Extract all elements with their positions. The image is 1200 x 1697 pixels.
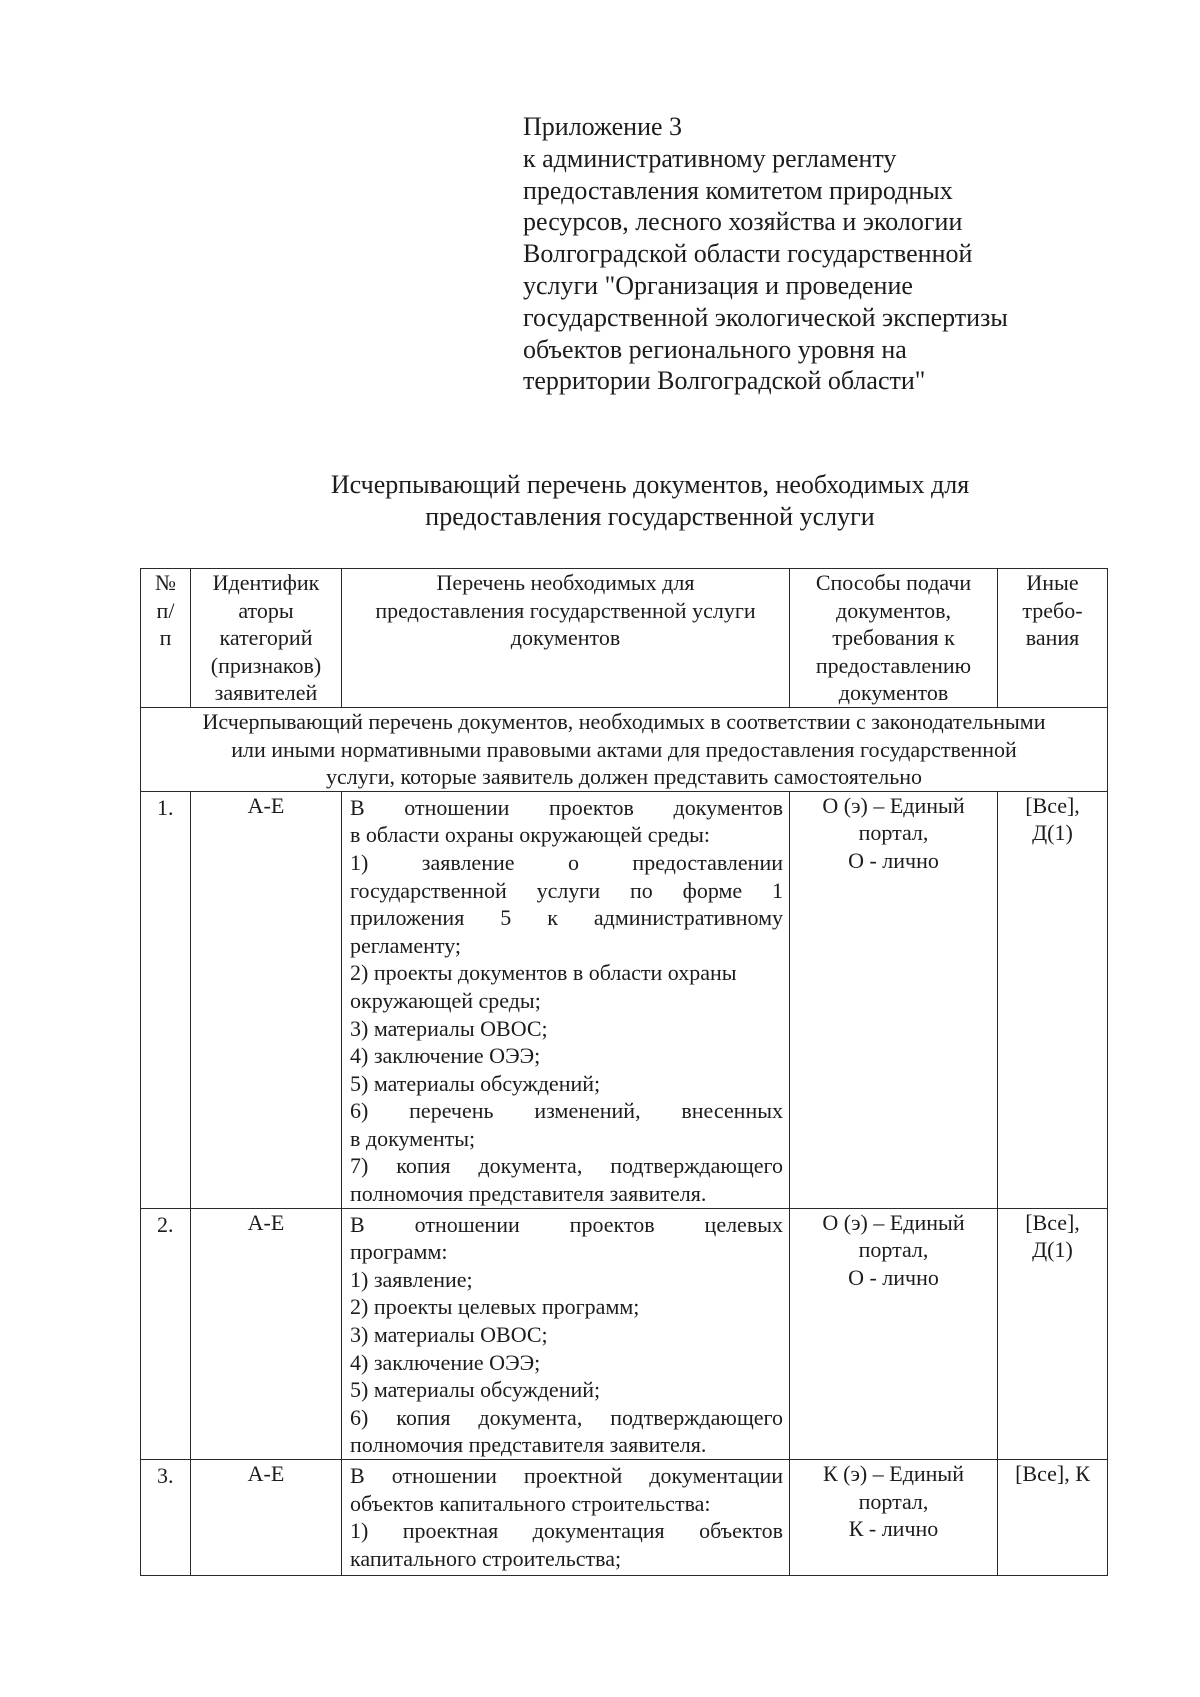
list-line: 7) копия документа, подтверждающего <box>350 1153 783 1179</box>
header-line: документов <box>510 625 621 651</box>
section-heading <box>141 707 1108 791</box>
list-line: 6) копия документа, подтверждающего <box>350 1404 783 1430</box>
method-line: портал, <box>858 1237 929 1263</box>
row-other-requirements <box>998 791 1108 1208</box>
appendix-line: услуги "Организация и проведение <box>523 270 913 300</box>
list-line: государственной услуги по форме 1 <box>350 877 783 903</box>
header-line: категорий <box>219 625 313 651</box>
method-line: портал, <box>858 820 929 846</box>
requirement-line: Д(1) <box>1032 1237 1073 1263</box>
header-number <box>141 569 191 708</box>
requirement-line: [Все], <box>1025 792 1080 818</box>
list-line: регламенту; <box>350 932 462 958</box>
method-line: О - лично <box>848 1264 939 1290</box>
table-row <box>141 791 1108 1208</box>
list-line: 5) материалы обсуждений; <box>350 1070 601 1096</box>
section-line: Исчерпывающий перечень документов, необходимых в соответствии с законодательными <box>202 708 1046 734</box>
row-documents-list <box>342 1208 790 1459</box>
section-heading-row <box>141 707 1108 791</box>
list-line: в документы; <box>350 1125 476 1151</box>
list-line: 2) проекты целевых программ; <box>350 1294 640 1320</box>
header-line: п/ <box>156 597 175 623</box>
appendix-line: территории Волгоградской области" <box>523 366 926 396</box>
row-submission-methods <box>790 1460 998 1576</box>
method-line: портал, <box>858 1488 929 1514</box>
list-line: полномочия представителя заявителя. <box>350 1432 707 1458</box>
section-line: или иными нормативными правовыми актами для предоставления государственной <box>231 736 1017 762</box>
title-line: предоставления государственной услуги <box>425 502 875 531</box>
header-line: Перечень необходимых для <box>436 570 695 595</box>
row-applicant-ids: А-Е <box>191 1208 342 1459</box>
row-documents-list <box>342 1460 790 1576</box>
list-line: программ: <box>350 1239 448 1265</box>
list-line: 4) заключение ОЭЭ; <box>350 1043 541 1069</box>
appendix-line: ресурсов, лесного хозяйства и экологии <box>523 207 963 237</box>
method-line: К - лично <box>848 1516 939 1542</box>
title-line: Исчерпывающий перечень документов, необходимых для <box>330 470 970 499</box>
header-applicant-ids <box>191 569 342 708</box>
method-line: К (э) – Единый <box>822 1461 964 1486</box>
list-line: 2) проекты документов в области охраны <box>350 960 737 986</box>
row-applicant-ids: А-Е <box>191 1460 342 1576</box>
header-line: документов, <box>836 597 951 623</box>
list-line: 1) заявление; <box>350 1266 473 1292</box>
header-line: Иные <box>1026 570 1079 595</box>
list-line: окружающей среды; <box>350 987 541 1013</box>
documents-table <box>140 568 1108 1576</box>
header-line: аторы <box>238 597 294 623</box>
list-line: полномочия представителя заявителя. <box>350 1181 707 1207</box>
method-line: О (э) – Единый <box>822 1209 965 1235</box>
row-documents-list <box>342 791 790 1208</box>
header-line: требования к <box>832 625 955 651</box>
row-number: 3. <box>141 1460 191 1576</box>
appendix-line: Волгоградской области государственной <box>523 239 973 269</box>
table-header-row <box>141 569 1108 708</box>
row-applicant-ids: А-Е <box>191 791 342 1208</box>
header-documents-list <box>342 569 790 708</box>
appendix-line: к административному регламенту <box>523 143 897 173</box>
header-line: требо- <box>1022 597 1083 623</box>
header-line: Идентифик <box>212 570 320 595</box>
list-line: 3) материалы ОВОС; <box>350 1015 548 1041</box>
list-line: объектов капитального строительства: <box>350 1490 711 1516</box>
list-line: 1) проектная документация объектов <box>350 1518 783 1544</box>
appendix-line: предоставления комитетом природных <box>523 175 953 205</box>
header-other-requirements <box>998 569 1108 708</box>
header-line: № <box>155 570 176 595</box>
header-line: Способы подачи <box>815 570 972 595</box>
header-line: вания <box>1025 625 1080 651</box>
requirement-line: [Все], К <box>1015 1461 1090 1486</box>
list-line: 4) заключение ОЭЭ; <box>350 1349 541 1375</box>
appendix-line: объектов регионального уровня на <box>523 334 907 364</box>
row-other-requirements <box>998 1460 1108 1576</box>
row-other-requirements <box>998 1208 1108 1459</box>
list-line: 1) заявление о предоставлении <box>350 849 783 875</box>
requirement-line: Д(1) <box>1032 820 1073 846</box>
header-line: предоставления государственной услуги <box>375 597 756 623</box>
document-title <box>150 469 1150 533</box>
method-line: О - лично <box>848 847 939 873</box>
header-line: п <box>159 625 172 651</box>
list-line: В отношении проектной документации <box>350 1463 783 1488</box>
row-submission-methods <box>790 791 998 1208</box>
table-row <box>141 1460 1108 1576</box>
appendix-heading <box>523 111 1083 397</box>
list-line: В отношении проектов документов <box>350 794 783 820</box>
row-number: 1. <box>141 791 191 1208</box>
row-submission-methods <box>790 1208 998 1459</box>
row-number: 2. <box>141 1208 191 1459</box>
list-line: 6) перечень изменений, внесенных <box>350 1098 783 1124</box>
list-line: 3) материалы ОВОС; <box>350 1322 548 1348</box>
appendix-line: Приложение 3 <box>523 112 683 141</box>
header-line: предоставлению <box>815 652 972 678</box>
list-line: 5) материалы обсуждений; <box>350 1377 601 1403</box>
header-line: заявителей <box>214 680 318 706</box>
header-line: документов <box>838 680 949 706</box>
list-line: в области охраны окружающей среды: <box>350 822 711 848</box>
method-line: О (э) – Единый <box>822 792 965 818</box>
list-line: приложения 5 к административному <box>350 905 783 931</box>
appendix-line: государственной экологической экспертизы <box>523 302 1008 332</box>
table-row <box>141 1208 1108 1459</box>
list-line: капитального строительства; <box>350 1545 622 1571</box>
list-line: В отношении проектов целевых <box>350 1211 783 1237</box>
row-cut <box>350 1572 783 1575</box>
header-submission-methods <box>790 569 998 708</box>
section-line: услуги, которые заявитель должен представить самостоятельно <box>325 764 923 790</box>
header-line: (признаков) <box>210 652 322 678</box>
requirement-line: [Все], <box>1025 1209 1080 1235</box>
